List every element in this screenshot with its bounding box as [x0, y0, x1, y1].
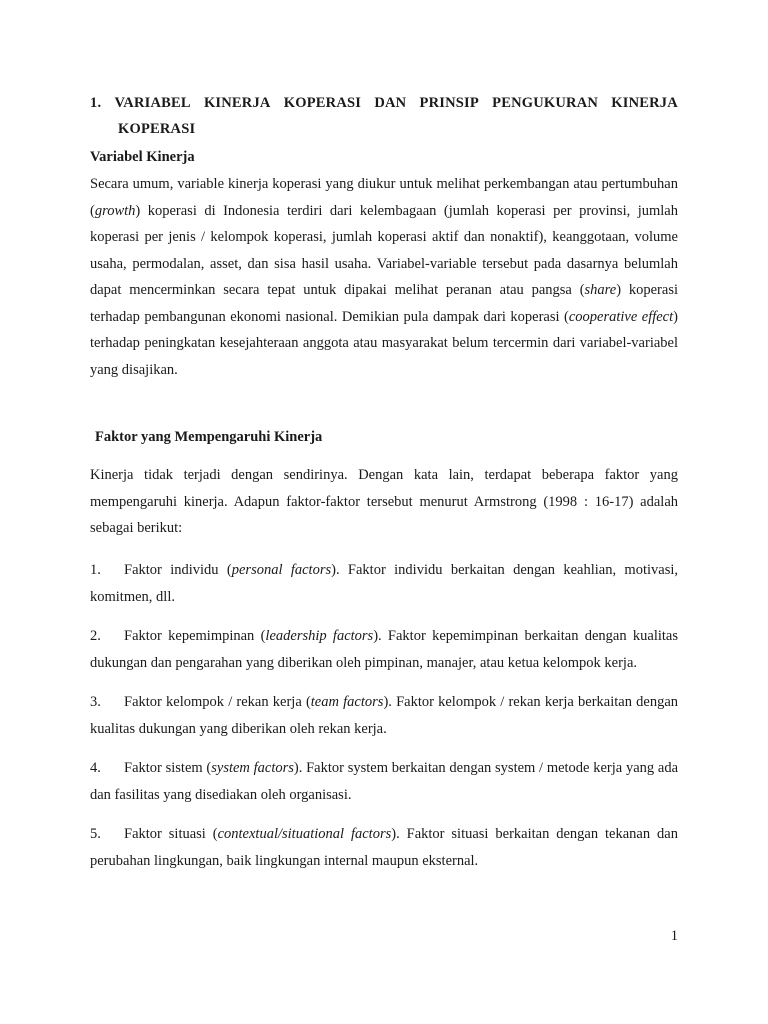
list-item-text: ). Faktor system berkaitan dengan system / metode kerja yang ada dan fasilitas yang disediakan oleh organisasi.	[90, 760, 679, 803]
paragraph-variabel-kinerja	[90, 171, 678, 383]
paragraph-text: ) terhadap peningkatan kesejahteraan anggota atau masyarakat belum tercermin dari variabel-variabel yang disajikan.	[90, 308, 678, 378]
list-item-italic-term: system factors	[211, 760, 294, 776]
list-item	[90, 689, 678, 742]
list-item-text: ). Faktor kelompok / rekan kerja berkaitan dengan kualitas dukungan yang diberikan oleh rekan kerja.	[90, 694, 679, 737]
subheading-faktor-kinerja: Faktor yang Mempengaruhi Kinerja	[95, 429, 323, 445]
list-item-text: ). Faktor kepemimpinan berkaitan dengan kualitas dukungan dan pengarahan yang diberikan oleh pimpinan, manajer, atau ketua kelompok kerja.	[90, 628, 678, 671]
heading-word: KOPERASI	[283, 95, 362, 111]
heading-word: DAN	[374, 95, 407, 111]
heading-word: PENGUKURAN	[492, 95, 599, 111]
list-item-text: Faktor sistem (	[124, 760, 212, 776]
subheading-variabel-kinerja: Variabel Kinerja	[90, 149, 195, 165]
list-item	[90, 623, 678, 676]
list-item-text: Faktor individu (	[124, 562, 232, 578]
paragraph-italic-term: cooperative effect	[568, 308, 674, 325]
heading-word: PRINSIP	[419, 95, 479, 111]
paragraph-faktor-intro: Kinerja tidak terjadi dengan sendirinya. Dengan kata lain, terdapat beberapa faktor yang mempengaruhi kinerja. Adapun faktor-faktor tersebut menurut Armstrong (1998 : 16-17) adalah sebagai berikut:	[90, 467, 678, 536]
paragraph-italic-term: share	[584, 282, 617, 298]
heading-number: 1.	[90, 95, 102, 111]
list-item	[90, 755, 678, 808]
list-item-italic-term: personal factors	[231, 562, 332, 578]
heading-word: KINERJA	[611, 95, 678, 111]
list-item-number: 1.	[90, 562, 101, 578]
list-item	[90, 821, 678, 874]
list-item-number: 2.	[90, 628, 101, 644]
paragraph-text: Secara umum, variable kinerja koperasi yang diukur untuk melihat perkembangan atau pertumbuhan (	[90, 176, 678, 219]
heading-word: KINERJA	[203, 95, 271, 111]
list-item-text: ). Faktor situasi berkaitan dengan tekanan dan perubahan lingkungan, baik lingkungan internal maupun eksternal.	[90, 826, 678, 869]
list-item	[90, 557, 678, 610]
paragraph-text: ) koperasi di Indonesia terdiri dari kelembagaan (jumlah koperasi per provinsi, jumlah koperasi per jenis / kelompok koperasi, jumlah koperasi aktif dan nonaktif), keanggotaan, volume usaha, permodalan, asset, dan sisa hasil usaha. Variabel-variable tersebut pada dasarnya belumlah dapat mencerminkan secara tepat untuk dipakai melihat peranan atau pangsa (	[90, 202, 678, 298]
heading-word: VARIABEL	[114, 95, 191, 111]
list-item-text: Faktor kepemimpinan (	[124, 628, 266, 644]
section-heading	[90, 90, 678, 142]
heading-line-2: KOPERASI	[118, 121, 196, 137]
list-item-number: 3.	[90, 694, 101, 710]
paragraph-italic-term: growth	[94, 202, 136, 219]
heading-line-1	[90, 90, 678, 116]
list-item-italic-term: leadership factors	[265, 628, 374, 644]
list-item-italic-term: team factors	[310, 694, 384, 710]
list-item-number: 5.	[90, 826, 101, 842]
list-item-italic-term: contextual/situational factors	[217, 826, 392, 842]
paragraph-text: ) koperasi terhadap pembangunan ekonomi nasional. Demikian pula dampak dari koperasi (	[90, 282, 678, 325]
list-item-number: 4.	[90, 760, 101, 776]
list-item-text: Faktor situasi (	[124, 826, 218, 842]
page-number: 1	[670, 928, 678, 944]
list-item-text: ). Faktor individu berkaitan dengan keahlian, motivasi, komitmen, dll.	[90, 562, 678, 605]
list-item-text: Faktor kelompok / rekan kerja (	[124, 694, 311, 710]
